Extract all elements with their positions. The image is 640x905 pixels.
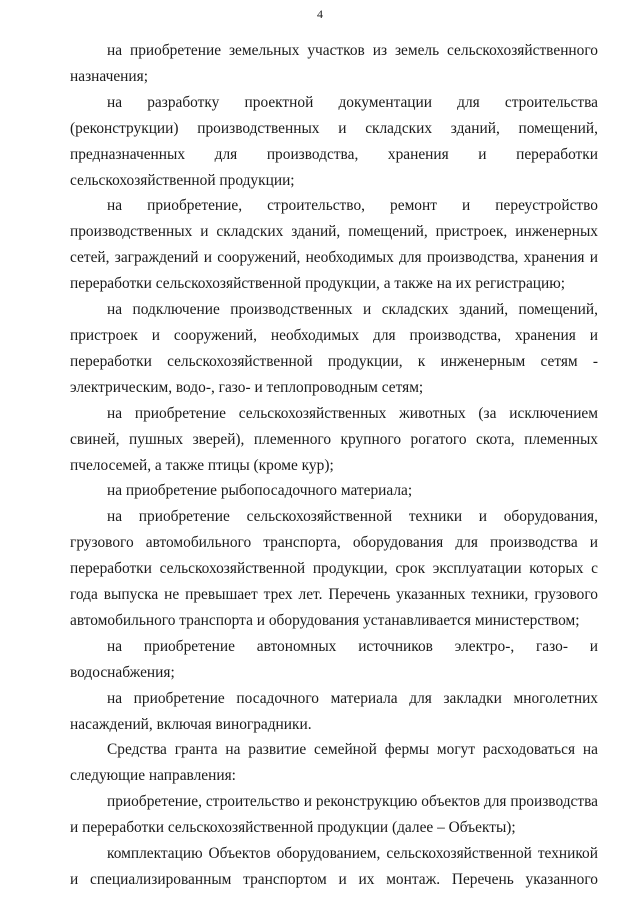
- paragraph-planting-material: на приобретение посадочного материала для закладки многолетних насаждений, включая виноградники.: [70, 689, 598, 733]
- paragraph-objects-equipment: комплектацию Объектов оборудованием, сельскохозяйственной техникой и специализированным транспортом и их монтаж. Перечень указанного: [70, 845, 598, 888]
- paragraph-fish-stock: на приобретение рыбопосадочного материала;: [107, 482, 413, 500]
- paragraph-family-farm-grant: Средства гранта на развитие семейной фермы могут расходоваться на следующие направления:: [70, 741, 598, 785]
- paragraph-objects-construction: приобретение, строительство и реконструкцию объектов для производства и переработки сельскохозяйственной продукции (далее – Объекты);: [70, 793, 598, 837]
- paragraph-buildings-acquisition: на приобретение, строительство, ремонт и переустройство производственных и складских зданий, помещений, пристроек, инженерных сетей, заграждений и сооружений, необходимых для производства, хранения и переработки сельскохозяйственной продукции, а также на их регистрацию;: [70, 197, 598, 293]
- paragraph-autonomous-supply: на приобретение автономных источников электро-, газо- и водоснабжения;: [70, 637, 598, 681]
- paragraph-utility-connection: на подключение производственных и складских зданий, помещений, пристроек и сооружений, необходимых для производства, хранения и переработки сельскохозяйственной продукции, к инженерным сетям - электрическим, водо-, газо- и теплопроводным сетям;: [70, 301, 598, 396]
- page-number: 4: [317, 7, 323, 21]
- paragraph-project-documentation: на разработку проектной документации для строительства (реконструкции) производственных и складских зданий, помещений, предназначенных для производства, хранения и переработки сельскохозяйственной продукции;: [70, 93, 598, 189]
- paragraph-land-purchase: на приобретение земельных участков из земель сельскохозяйственного назначения;: [70, 42, 598, 85]
- document-body: [70, 38, 598, 893]
- paragraph-machinery-purchase: на приобретение сельскохозяйственной техники и оборудования, грузового автомобильного транспорта, оборудования для производства и переработки сельскохозяйственной продукции, срок эксплуатации которых с года выпуска не превышает трех лет. Перечень указанных техники, грузового автомобильного транспорта и оборудования устанавливается министерством;: [70, 508, 598, 629]
- paragraph-livestock-purchase: на приобретение сельскохозяйственных животных (за исключением свиней, пушных зверей), племенного крупного рогатого скота, племенных пчелосемей, а также птицы (кроме кур);: [70, 404, 598, 474]
